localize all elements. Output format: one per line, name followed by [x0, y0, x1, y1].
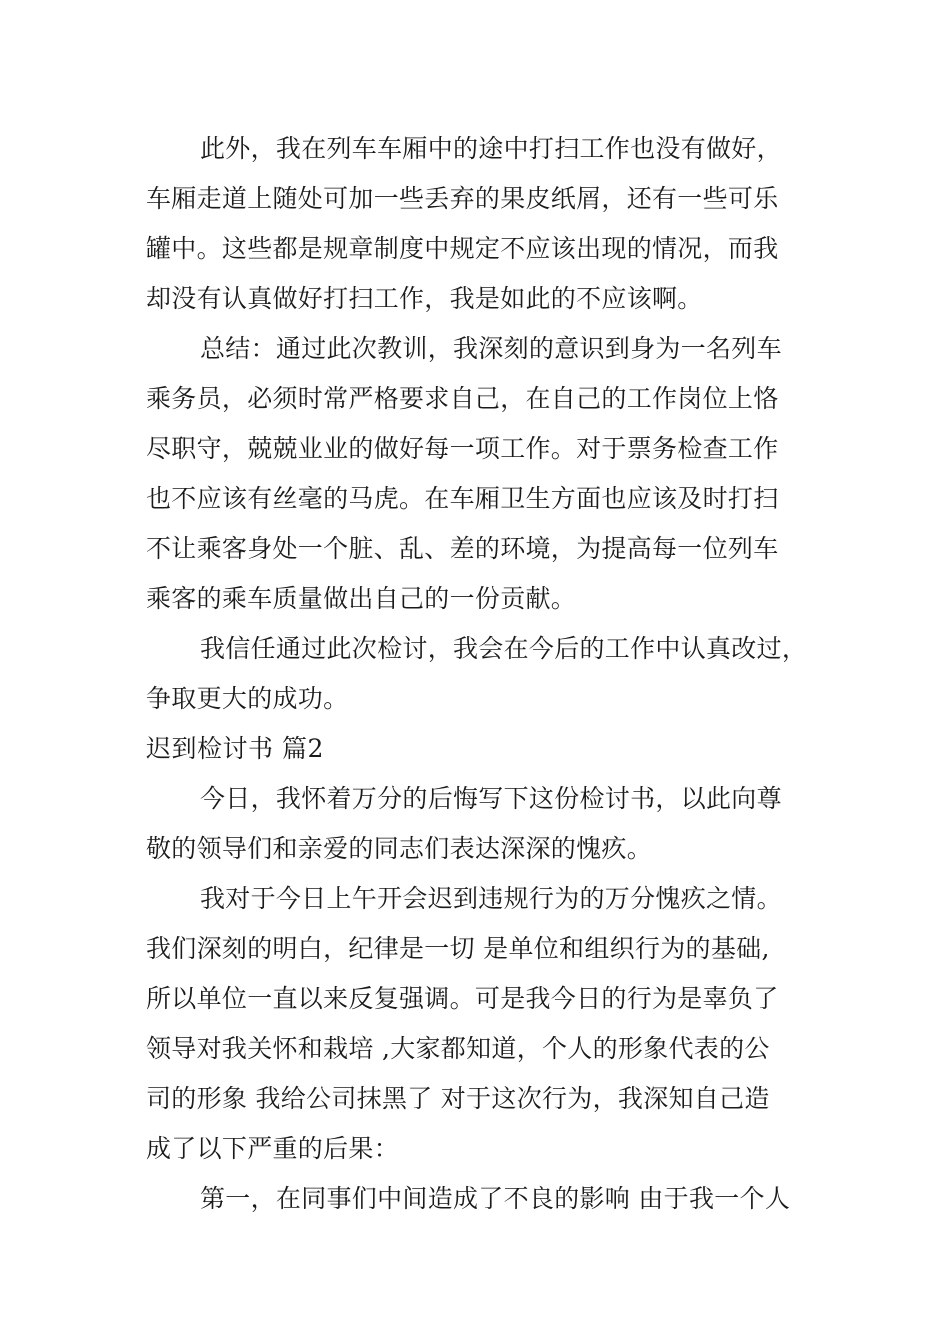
paragraph-line: 成了以下严重的后果：: [146, 1134, 400, 1163]
paragraph-line: 尽职守，兢兢业业的做好每一项工作。对于票务检查工作: [146, 434, 779, 463]
paragraph-line: 今日，我怀着万分的后悔写下这份检讨书，以此向尊: [200, 784, 782, 813]
paragraph-line: 我们深刻的明白，纪律是一切 是单位和组织行为的基础,: [146, 934, 770, 963]
paragraph-line: 乘客的乘车质量做出自己的一份贡献。: [146, 584, 577, 613]
paragraph-line: 领导对我关怀和栽培 ,大家都知道，个人的形象代表的公: [146, 1034, 770, 1063]
paragraph-line: 车厢走道上随处可加一些丢弃的果皮纸屑，还有一些可乐: [146, 184, 779, 213]
paragraph-line: 乘务员，必须时常严格要求自己，在自己的工作岗位上恪: [146, 384, 779, 413]
paragraph-line: 罐中。这些都是规章制度中规定不应该出现的情况，而我: [146, 234, 779, 263]
paragraph-line: 此外，我在列车车厢中的途中打扫工作也没有做好，: [200, 134, 782, 163]
paragraph-line: 所以单位一直以来反复强调。可是我今日的行为是辜负了: [146, 984, 779, 1013]
paragraph-line: 我信任通过此次检讨，我会在今后的工作中认真改过，: [200, 634, 808, 663]
section-heading: 迟到检讨书 篇2: [146, 734, 324, 763]
paragraph-line: 争取更大的成功。: [146, 684, 349, 713]
paragraph-line: 总结：通过此次教训，我深刻的意识到身为一名列车: [200, 334, 782, 363]
paragraph-line: 却没有认真做好打扫工作，我是如此的不应该啊。: [146, 284, 703, 313]
paragraph-line: 司的形象 我给公司抹黑了 对于这次行为，我深知自己造: [146, 1084, 770, 1113]
paragraph-line: 我对于今日上午开会迟到违规行为的万分愧疚之情。: [200, 884, 782, 913]
paragraph-line: 敬的领导们和亲爱的同志们表达深深的愧疚。: [146, 834, 653, 863]
paragraph-line: 不让乘客身处一个脏、乱、差的环境，为提高每一位列车: [146, 534, 779, 563]
paragraph-line: 第一，在同事们中间造成了不良的影响 由于我一个人: [200, 1184, 791, 1213]
paragraph-line: 也不应该有丝毫的马虎。在车厢卫生方面也应该及时打扫: [146, 484, 779, 513]
